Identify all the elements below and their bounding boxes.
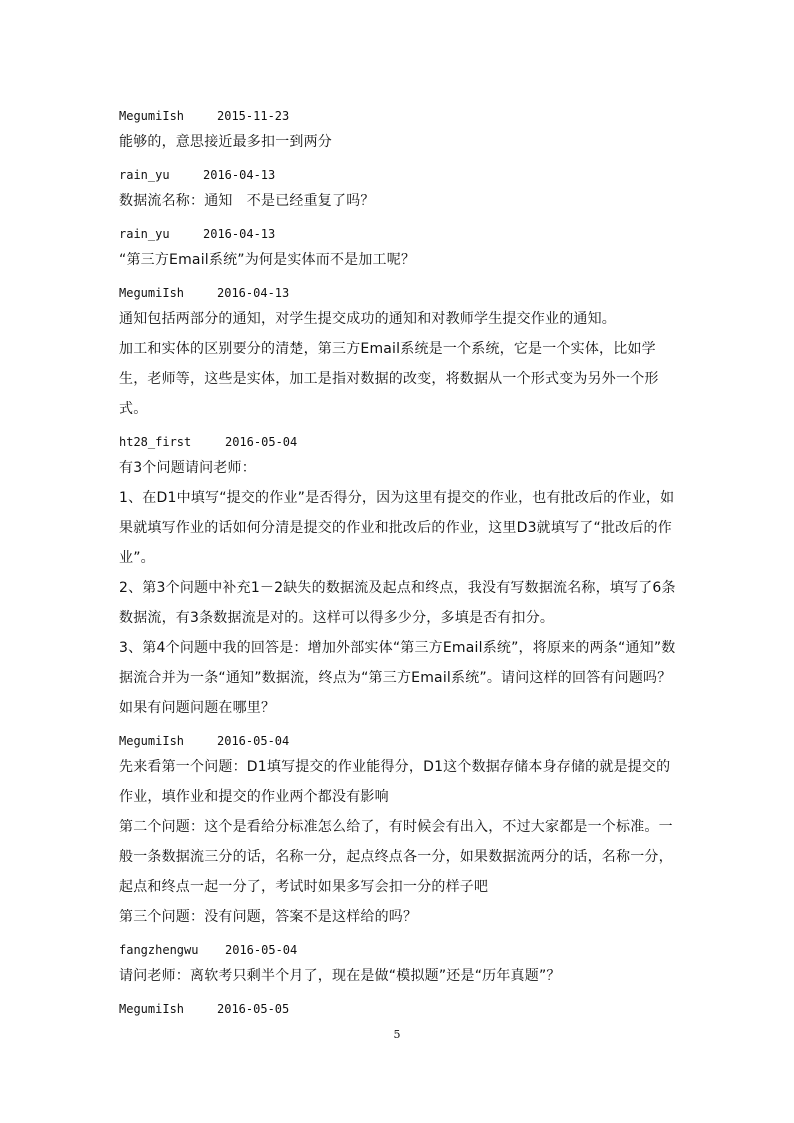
- post-meta: [119, 939, 679, 961]
- page-number: 5: [393, 1028, 401, 1041]
- post-text: 第三个问题：没有问题，答案不是这样给的吗？: [119, 909, 418, 925]
- post-author: ht28_first: [119, 435, 192, 449]
- post-author: MegumiIsh: [119, 1002, 185, 1016]
- post-text: 数据流名称：通知 不是已经重复了吗？: [119, 193, 375, 209]
- post-text: 1、在D1中填写“提交的作业”是否得分，因为这里有提交的作业，也有批改后的作业，如果就填写作业的话如何分清是提交的作业和批改后的作业，这里D3就填写了“批改后的作业”。: [119, 490, 675, 566]
- post-text: 请问老师：离软考只剩半个月了，现在是做“模拟题”还是“历年真题”？: [119, 968, 561, 984]
- post-meta: [119, 730, 679, 752]
- post-author: rain_yu: [119, 168, 170, 182]
- post-date: 2015-11-23: [217, 109, 290, 123]
- post-meta: [119, 223, 679, 245]
- post-text: 加工和实体的区别要分的清楚，第三方Email系统是一个系统，它是一个实体，比如学生，老师等，这些是实体，加工是指对数据的改变，将数据从一个形式变为另外一个形式。: [119, 341, 659, 417]
- post-meta: [119, 282, 679, 304]
- post-text: “第三方Email系统”为何是实体而不是加工呢？: [119, 252, 416, 268]
- discussion-thread: [119, 105, 679, 1020]
- post-text: 通知包括两部分的通知，对学生提交成功的通知和对教师学生提交作业的通知。: [119, 311, 616, 327]
- post-text: 2、第3个问题中补充1－2缺失的数据流及起点和终点，我没有写数据流名称，填写了6条数据流，有3条数据流是对的。这样可以得多少分，多填是否有扣分。: [119, 580, 676, 626]
- post-meta: [119, 164, 679, 186]
- post-text: 有3个问题请问老师：: [119, 460, 256, 476]
- post-date: 2016-04-13: [203, 227, 276, 241]
- post-meta: [119, 431, 679, 453]
- post-date: 2016-05-04: [225, 435, 298, 449]
- post-date: 2016-05-05: [217, 1002, 290, 1016]
- post-text: 先来看第一个问题：D1填写提交的作业能得分，D1这个数据存储本身存储的就是提交的作业，填作业和提交的作业两个都没有影响: [119, 759, 671, 805]
- post-text: 第二个问题：这个是看给分标准怎么给了，有时候会有出入，不过大家都是一个标准。一般一条数据流三分的话，名称一分，起点终点各一分，如果数据流两分的话，名称一分，起点和终点一起一分了，考试时如果多写会扣一分的样子吧: [119, 819, 673, 895]
- post-date: 2016-05-04: [225, 943, 298, 957]
- post-author: MegumiIsh: [119, 109, 185, 123]
- post-meta: [119, 105, 679, 127]
- post-date: 2016-05-04: [217, 734, 290, 748]
- post-date: 2016-04-13: [203, 168, 276, 182]
- post-text: 3、第4个问题中我的回答是：增加外部实体“第三方Email系统”，将原来的两条“通知”数据流合并为一条“通知”数据流，终点为“第三方Email系统”。请问这样的回答有问题吗？如果有问题问题在哪里？: [119, 640, 676, 716]
- post-date: 2016-04-13: [217, 286, 290, 300]
- post-meta: [119, 998, 679, 1020]
- post-author: MegumiIsh: [119, 734, 185, 748]
- post-author: MegumiIsh: [119, 286, 185, 300]
- post-author: rain_yu: [119, 227, 170, 241]
- post-author: fangzhengwu: [119, 943, 199, 957]
- post-text: 能够的，意思接近最多扣一到两分: [119, 134, 332, 150]
